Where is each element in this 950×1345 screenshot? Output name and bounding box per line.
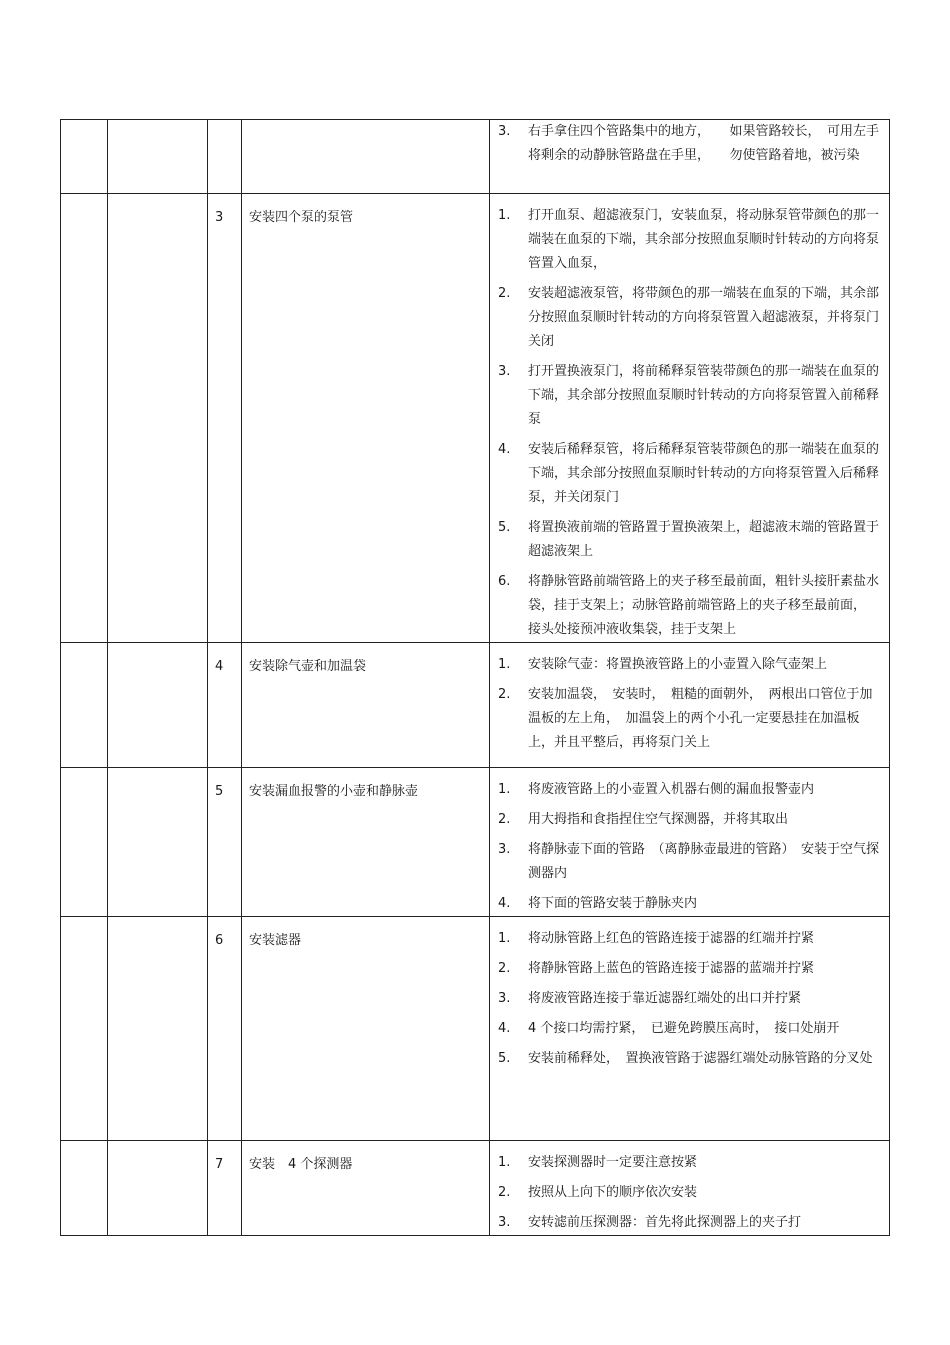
instruction-text: 安装加温袋， 安装时， 粗糙的面朝外， 两根出口管位于加温板的左上角， 加温袋上的两个小孔一定要悬挂在加温板上，并且平整后，再将泵门关上 (528, 687, 873, 750)
table-row (61, 194, 890, 643)
instruction-item (496, 653, 883, 677)
instruction-number: 3. (498, 124, 511, 139)
instruction-text: 将废液管路连接于靠近滤器红端处的出口并拧紧 (528, 991, 802, 1006)
instruction-list (490, 917, 889, 1071)
instruction-number: 4. (498, 896, 511, 911)
instruction-item (496, 808, 883, 832)
instruction-text: 将静脉壶下面的管路 （离静脉壶最进的管路） 安装于空气探测器内 (528, 842, 880, 881)
instruction-text: 打开血泵、超滤液泵门，安装血泵，将动脉泵管带颜色的那一端装在血泵的下端，其余部分按照血泵顺时针转动的方向将泵管置入血泵， (528, 208, 880, 271)
step-title-cell (242, 194, 490, 643)
instruction-number: 1. (498, 208, 511, 223)
step-title: 安装 4 个探测器 (249, 1157, 353, 1172)
instructions-cell (490, 917, 890, 1141)
empty-cell (61, 194, 108, 643)
step-number-cell (208, 917, 242, 1141)
instruction-item (496, 570, 883, 642)
instruction-item (496, 1047, 883, 1071)
instructions-cell (490, 194, 890, 643)
step-number-cell (208, 120, 242, 194)
step-number (208, 120, 241, 132)
instruction-text: 安装探测器时一定要注意按紧 (528, 1155, 698, 1170)
instruction-text: 右手拿住四个管路集中的地方， 如果管路较长， 可用左手将剩余的动静脉管路盘在手里， 勿使管路着地，被污染 (528, 124, 880, 163)
instruction-item (496, 1151, 883, 1175)
instruction-text: 安转滤前压探测器：首先将此探测器上的夹子打 (528, 1215, 802, 1230)
step-number: 7 (215, 1157, 224, 1172)
instruction-text: 将置换液前端的管路置于置换液架上，超滤液末端的管路置于超滤液架上 (528, 520, 880, 559)
step-title: 安装除气壶和加温袋 (249, 659, 367, 674)
table-row (61, 768, 890, 917)
instruction-list (490, 194, 889, 642)
empty-cell (108, 194, 208, 643)
empty-cell (61, 917, 108, 1141)
instruction-text: 将静脉管路前端管路上的夹子移至最前面，粗针头接肝素盐水袋，挂于支架上；动脉管路前端管路上的夹子移至最前面， 接头处接预冲液收集袋，挂于支架上 (528, 574, 880, 637)
step-title-cell (242, 120, 490, 194)
step-title: 安装滤器 (249, 933, 302, 948)
instruction-number: 1. (498, 1155, 511, 1170)
instruction-item (496, 120, 883, 168)
step-number-cell (208, 194, 242, 643)
step-title-cell (242, 768, 490, 917)
instruction-number: 3. (498, 991, 511, 1006)
instruction-number: 2. (498, 812, 511, 827)
instruction-number: 4. (498, 442, 511, 457)
empty-cell (61, 120, 108, 194)
empty-cell (61, 768, 108, 917)
instruction-list (490, 643, 889, 755)
empty-cell (108, 768, 208, 917)
procedure-table-body (61, 120, 890, 1236)
instruction-item (496, 1017, 883, 1041)
instruction-number: 2. (498, 1185, 511, 1200)
instruction-item (496, 838, 883, 886)
instruction-number: 6. (498, 574, 511, 589)
instruction-text: 按照从上向下的顺序依次安装 (528, 1185, 698, 1200)
instruction-item (496, 683, 883, 755)
instruction-text: 安装超滤液泵管，将带颜色的那一端装在血泵的下端，其余部分按照血泵顺时针转动的方向将泵管置入超滤液泵，并将泵门关闭 (528, 286, 880, 349)
instruction-text: 用大拇指和食指捏住空气探测器，并将其取出 (528, 812, 789, 827)
empty-cell (108, 917, 208, 1141)
instruction-text: 将静脉管路上蓝色的管路连接于滤器的蓝端并拧紧 (528, 961, 815, 976)
empty-cell (108, 643, 208, 768)
table-row (61, 1141, 890, 1236)
instructions-cell (490, 120, 890, 194)
instruction-item (496, 778, 883, 802)
instruction-text: 安装除气壶：将置换液管路上的小壶置入除气壶架上 (528, 657, 828, 672)
procedure-table (60, 119, 890, 1236)
instruction-item (496, 282, 883, 354)
instruction-number: 1. (498, 782, 511, 797)
empty-cell (61, 1141, 108, 1236)
instruction-number: 4. (498, 1021, 511, 1036)
step-title: 安装四个泵的泵管 (249, 210, 354, 225)
instruction-number: 2. (498, 687, 511, 702)
instruction-list (490, 120, 889, 168)
instruction-list (490, 768, 889, 916)
instruction-item (496, 438, 883, 510)
instruction-number: 5. (498, 520, 511, 535)
step-number-cell (208, 1141, 242, 1236)
instruction-item (496, 927, 883, 951)
instructions-cell (490, 768, 890, 917)
table-row (61, 643, 890, 768)
instruction-text: 将下面的管路安装于静脉夹内 (528, 896, 698, 911)
instruction-item (496, 516, 883, 564)
instruction-item (496, 1211, 883, 1235)
instruction-number: 3. (498, 364, 511, 379)
step-number-cell (208, 768, 242, 917)
instruction-text: 打开置换液泵门，将前稀释泵管装带颜色的那一端装在血泵的下端，其余部分按照血泵顺时针转动的方向将泵管置入前稀释泵 (528, 364, 880, 427)
empty-cell (61, 643, 108, 768)
instruction-item (496, 892, 883, 916)
step-number-cell (208, 643, 242, 768)
table-row (61, 120, 890, 194)
step-title: 安装漏血报警的小壶和静脉壶 (249, 784, 419, 799)
step-title-cell (242, 1141, 490, 1236)
step-title (242, 120, 489, 132)
instruction-item (496, 1181, 883, 1205)
instruction-item (496, 360, 883, 432)
step-number: 5 (215, 784, 224, 799)
instructions-cell (490, 1141, 890, 1236)
step-title-cell (242, 643, 490, 768)
instruction-number: 1. (498, 657, 511, 672)
instruction-list (490, 1141, 889, 1235)
empty-cell (108, 120, 208, 194)
step-number: 3 (215, 210, 224, 225)
instruction-text: 安装前稀释处， 置换液管路于滤器红端处动脉管路的分叉处 (528, 1051, 873, 1066)
instruction-text: 4 个接口均需拧紧， 已避免跨膜压高时， 接口处崩开 (528, 1021, 840, 1036)
instruction-number: 1. (498, 931, 511, 946)
instruction-number: 2. (498, 961, 511, 976)
empty-cell (108, 1141, 208, 1236)
step-number: 6 (215, 933, 224, 948)
step-number: 4 (215, 659, 224, 674)
instruction-item (496, 957, 883, 981)
instruction-item (496, 204, 883, 276)
instruction-number: 2. (498, 286, 511, 301)
instructions-cell (490, 643, 890, 768)
instruction-number: 3. (498, 842, 511, 857)
instruction-item (496, 987, 883, 1011)
step-title-cell (242, 917, 490, 1141)
instruction-text: 将动脉管路上红色的管路连接于滤器的红端并拧紧 (528, 931, 815, 946)
table-row (61, 917, 890, 1141)
instruction-number: 5. (498, 1051, 511, 1066)
instruction-text: 安装后稀释泵管，将后稀释泵管装带颜色的那一端装在血泵的下端，其余部分按照血泵顺时针转动的方向将泵管置入后稀释泵，并关闭泵门 (528, 442, 880, 505)
instruction-text: 将废液管路上的小壶置入机器右侧的漏血报警壶内 (528, 782, 815, 797)
instruction-number: 3. (498, 1215, 511, 1230)
